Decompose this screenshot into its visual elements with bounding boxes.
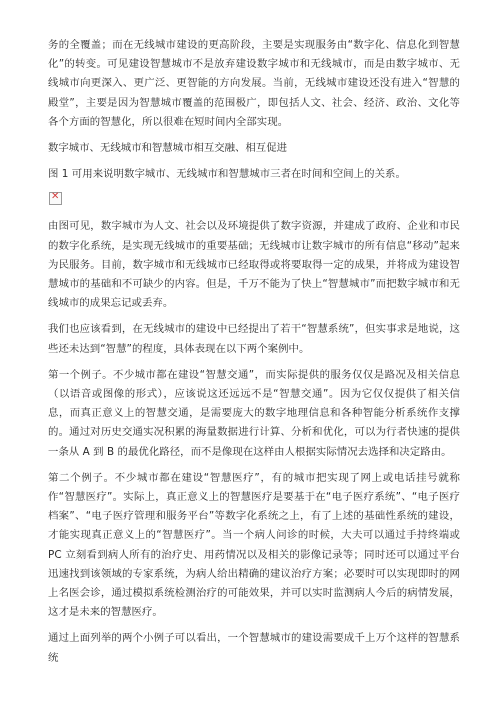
broken-image-glyph: ✕ (51, 191, 60, 203)
paragraph-example-medical: 第二个例子。不少城市都在建设“智慧医疗”，有的城市把实现了网上或电话挂号就称作“智慧医疗”。实际上，真正意义上的智慧医疗是要基于在“电子医疗系统”、“电子医疗档案”、“电子医疗管理和服务平台”等数字化系统之上，有了上述的基础性系统的建设，才能实现真正意义上的“智慧医疗”。当一个病人问诊的时候，大夫可以通过手持终端或 PC 立刻看到病人所有的治疗史、用药情况以及相关的影像记录等；同时还可以通过平台迅速找到该领域的专家系统，为病人给出精确的建议治疗方案；必要时可以实现即时的网上名医会诊，通过模拟系统检测治疗的可能效果，并可以实时监测病人今后的病情发展，这才是未来的智慧医疗。 (48, 471, 460, 619)
paragraph-observation: 我们也应该看到，在无线城市的建设中已经提出了若干“智慧系统”，但实事求是地说，这些还未达到“智慧”的程度，具体表现在以下两个案例中。 (48, 323, 460, 355)
paragraph-figure-explanation: 由图可见，数字城市为人文、社会以及环境提供了数字资源，并建成了政府、企业和市民的数字化系统，是实现无线城市的重要基础；无线城市让数字城市的所有信息“移动”起来为民服务。目前，数字城市和无线城市已经取得或将要取得一定的成果，并将成为建设智慧城市的基础和不可缺少的内容。但是，千万不能为了快上“智慧城市”而把数字城市和无线城市的成果忘记或丢弃。 (48, 220, 460, 310)
figure-caption: 图 1 可用来说明数字城市、无线城市和智慧城市三者在时间和空间上的关系。 (48, 168, 406, 181)
section-heading: 数字城市、无线城市和智慧城市相互交融、相互促进 (48, 142, 287, 155)
paragraph-example-traffic: 第一个例子。不少城市都在建设“智慧交通”，而实际提供的服务仅仅是路况及相关信息（以语音或图像的形式），应该说这还远远不是“智慧交通”。因为它仅仅提供了相关信息，而真正意义上的智慧交通，是需要庞大的数字地理信息和各种智能分析系统作支撑的。通过对历史交通实况积累的海量数据进行计算、分析和优化，可以为行者快速的提供一条从 A 到 B 的最优化路径，而不是像现在这样由人根据实际情况去选择和决定路由。 (48, 368, 460, 458)
document-page (48, 36, 460, 675)
broken-image-icon (49, 192, 62, 205)
paragraph-conclusion: 通过上面列举的两个小例子可以看出，一个智慧城市的建设需要成千上万个这样的智慧系统 (48, 632, 460, 664)
paragraph-intro: 务的全覆盖；而在无线城市建设的更高阶段，主要是实现服务由“数字化、信息化到智慧化”的转变。可见建设智慧城市不是放弃建设数字城市和无线城市，而是由数字城市、无线城市向更深入、更广泛、更智能的方向发展。当前，无线城市建设还没有进入“智慧的殿堂”，主要是因为智慧城市覆盖的范围极广，即包括人文、社会、经济、政治、文化等各个方面的智慧化，所以很难在短时间内全部实现。 (48, 39, 460, 128)
